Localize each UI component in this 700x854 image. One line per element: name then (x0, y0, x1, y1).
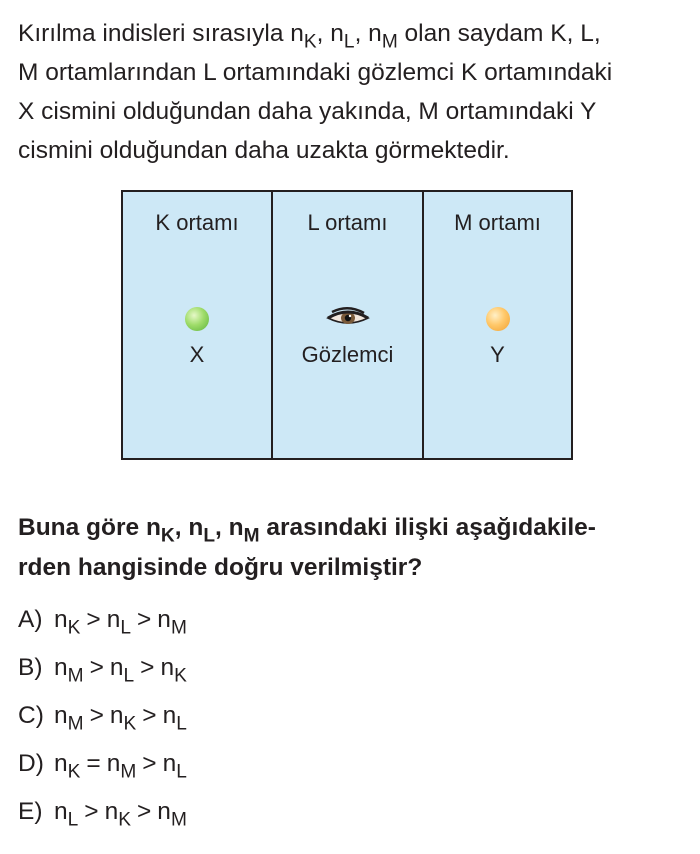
option-b[interactable] (18, 648, 187, 688)
intro-line-3: X cismini olduğundan daha yakında, M ortamındaki Y (18, 98, 597, 125)
option-subscript: M (120, 761, 137, 783)
subscript-l: L (343, 31, 355, 53)
option-a[interactable] (18, 600, 187, 640)
intro-text: olan saydam K, L, (397, 20, 601, 47)
option-letter: E) (18, 798, 43, 825)
option-term: n (160, 654, 175, 681)
eye-icon (326, 306, 370, 328)
question-text-part: Buna göre n (18, 514, 161, 541)
option-e[interactable] (18, 792, 187, 832)
intro-text: , n (354, 20, 382, 47)
option-term: n (109, 702, 124, 729)
option-operator: > (89, 702, 104, 729)
intro-line-4: cismini olduğundan daha uzakta görmektedir. (18, 137, 510, 164)
medium-k (123, 192, 273, 458)
option-operator: > (136, 798, 152, 825)
medium-m-title: M ortamı (454, 210, 541, 235)
media-diagram (121, 190, 573, 460)
question-text (18, 508, 690, 588)
problem-statement (18, 14, 688, 170)
intro-line-1 (18, 14, 688, 53)
option-term: n (54, 750, 68, 777)
option-term: n (54, 798, 68, 825)
question-text-part: arasındaki ilişki aşağıdakile- (259, 514, 596, 541)
subscript-m: M (381, 31, 398, 53)
option-term: n (104, 798, 119, 825)
option-subscript: L (67, 809, 79, 831)
option-term: n (54, 702, 68, 729)
medium-m (424, 192, 571, 458)
question-text-part: , n (215, 514, 244, 541)
observer-label: Gözlemci (301, 342, 394, 367)
option-subscript: L (123, 665, 135, 687)
option-subscript: K (67, 617, 81, 639)
option-term: n (54, 654, 68, 681)
option-subscript: M (170, 617, 187, 639)
option-subscript: K (67, 761, 81, 783)
option-operator: > (86, 606, 101, 633)
option-operator: > (84, 798, 99, 825)
object-x-ball (185, 307, 209, 331)
option-term: n (54, 606, 68, 633)
medium-l-title: L ortamı (307, 210, 388, 235)
medium-k-title: K ortamı (155, 210, 239, 235)
option-operator: > (142, 702, 157, 729)
question-line-1 (18, 508, 690, 548)
option-d[interactable] (18, 744, 187, 784)
object-x-label: X (189, 342, 205, 367)
option-term: n (157, 798, 171, 825)
intro-text: Kırılma indisleri sırasıyla n (18, 20, 304, 47)
option-c[interactable] (18, 696, 187, 736)
option-operator: > (142, 750, 157, 777)
option-letter: C) (18, 702, 44, 729)
intro-text: , n (316, 20, 344, 47)
question-text-part: , n (174, 514, 204, 541)
option-term: n (109, 654, 124, 681)
subscript-k: K (303, 31, 317, 53)
option-subscript: L (120, 617, 131, 639)
option-subscript: L (176, 713, 187, 735)
option-subscript: M (67, 665, 84, 687)
option-letter: B) (18, 654, 43, 681)
subscript-l: L (203, 525, 216, 547)
subscript-k: K (160, 525, 175, 547)
option-operator: > (89, 654, 104, 681)
object-y-label: Y (490, 342, 505, 367)
option-term: n (157, 606, 171, 633)
option-operator: > (140, 654, 155, 681)
option-subscript: M (67, 713, 84, 735)
option-subscript: K (174, 665, 187, 687)
option-term: n (162, 702, 177, 729)
option-subscript: L (176, 761, 187, 783)
option-operator: = (86, 750, 101, 777)
option-letter: A) (18, 606, 43, 633)
option-subscript: K (118, 809, 131, 831)
medium-l (273, 192, 424, 458)
option-subscript: M (170, 809, 187, 831)
question-line-2: rden hangisinde doğru verilmiştir? (18, 554, 423, 581)
intro-line-2: M ortamlarından L ortamındaki gözlemci K ortamındaki (18, 59, 613, 86)
option-operator: > (136, 606, 152, 633)
subscript-m: M (243, 525, 260, 547)
option-subscript: K (123, 713, 137, 735)
option-term: n (106, 750, 121, 777)
option-letter: D) (18, 750, 44, 777)
option-term: n (162, 750, 177, 777)
option-term: n (106, 606, 121, 633)
object-y-ball (486, 307, 510, 331)
